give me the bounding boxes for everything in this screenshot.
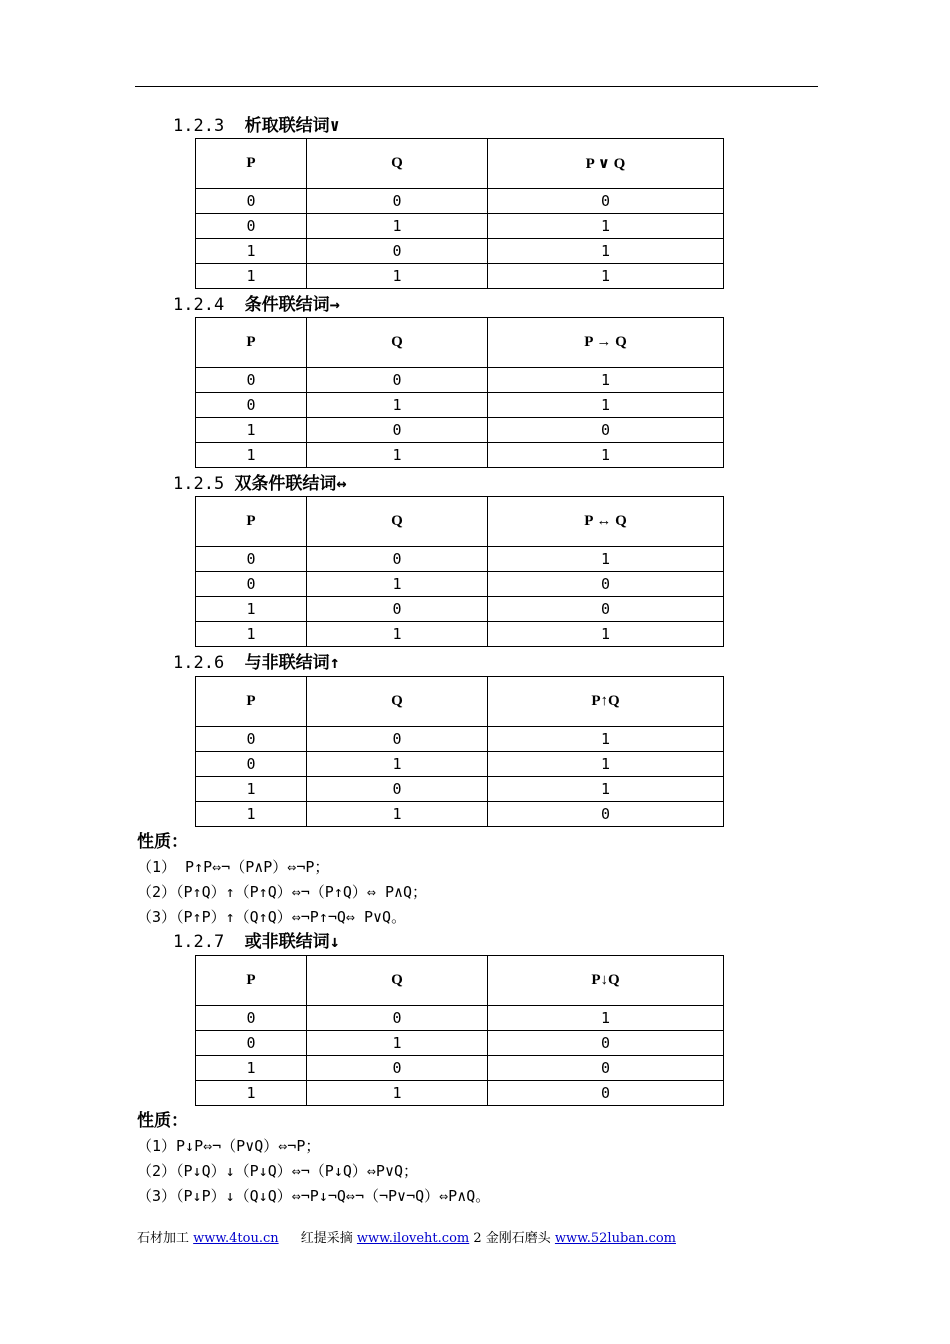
section-heading-1-2-6 [173,652,340,674]
table-cell: 1 [488,264,724,289]
table-cell: 1 [307,572,488,597]
table-cell: 0 [196,189,307,214]
table-row [196,368,724,393]
table-cell: 1 [307,393,488,418]
table-cell: 0 [307,418,488,443]
section-heading-1-2-7 [173,931,340,953]
table-header-row [196,497,724,547]
table-cell: 0 [307,547,488,572]
table-row [196,622,724,647]
property-line: （1）P↓P⇔¬（P∨Q）⇔¬P； [137,1137,321,1155]
table-cell: 0 [307,777,488,802]
table-cell: 1 [488,1006,724,1031]
section-title: 或非联结词↓ [244,932,340,952]
page-footer [137,1230,676,1248]
table-header-row [196,956,724,1006]
property-line: （3）（P↑P）↑（Q↑Q）⇔¬P↑¬Q⇔ P∨Q。 [137,908,407,926]
section-title: 双条件联结词↔ [234,474,347,494]
header-cell: P [196,139,307,189]
header-cell: P↓Q [488,956,724,1006]
table-row [196,189,724,214]
truth-table-conditional [195,317,724,468]
table-cell: 1 [307,802,488,827]
footer-label: 石材加工 [137,1231,190,1246]
header-rule [135,86,818,87]
table-cell: 0 [196,572,307,597]
table-cell: 1 [488,547,724,572]
table-header-row [196,677,724,727]
section-heading-1-2-3 [173,115,340,137]
table-cell: 0 [488,189,724,214]
table-cell: 1 [196,418,307,443]
table-cell: 0 [307,1006,488,1031]
truth-table-disjunction [195,138,724,289]
table-row [196,547,724,572]
table-cell: 0 [196,1006,307,1031]
table-cell: 0 [488,1031,724,1056]
table-cell: 1 [196,777,307,802]
header-cell: Q [307,139,488,189]
footer-label: 2 金刚石磨头 [473,1231,551,1246]
section-title: 析取联结词∨ [244,116,340,136]
table-cell: 0 [307,189,488,214]
table-row [196,1056,724,1081]
table-row [196,1006,724,1031]
header-cell: P [196,677,307,727]
table-cell: 1 [488,214,724,239]
section-number: 1.2.6 [173,653,225,673]
table-cell: 1 [488,622,724,647]
table-cell: 0 [196,393,307,418]
table-cell: 0 [307,727,488,752]
truth-table-biconditional [195,496,724,647]
section-number: 1.2.7 [173,932,225,952]
table-cell: 0 [488,1056,724,1081]
footer-link[interactable]: www.52luban.com [554,1231,676,1246]
table-row [196,239,724,264]
table-cell: 0 [488,418,724,443]
table-cell: 1 [196,622,307,647]
section-heading-1-2-5 [173,473,347,495]
table-cell: 1 [307,752,488,777]
table-cell: 1 [488,368,724,393]
table-row [196,597,724,622]
table-cell: 1 [488,752,724,777]
table-row [196,418,724,443]
table-row [196,777,724,802]
table-cell: 0 [307,368,488,393]
table-cell: 1 [307,1081,488,1106]
table-cell: 1 [488,393,724,418]
table-cell: 0 [307,239,488,264]
header-cell: P [196,318,307,368]
table-cell: 1 [196,1081,307,1106]
table-cell: 1 [307,264,488,289]
table-row [196,802,724,827]
table-cell: 1 [488,727,724,752]
table-cell: 1 [196,443,307,468]
header-cell: Q [307,318,488,368]
property-line: （3）（P↓P）↓（Q↓Q）⇔¬P↓¬Q⇔¬（¬P∨¬Q）⇔P∧Q。 [137,1187,491,1205]
truth-table-nor [195,955,724,1106]
table-cell: 1 [307,622,488,647]
table-cell: 0 [488,597,724,622]
table-cell: 1 [196,597,307,622]
table-cell: 0 [196,727,307,752]
table-cell: 1 [488,777,724,802]
table-cell: 0 [196,368,307,393]
header-cell: P → Q [488,318,724,368]
section-number: 1.2.3 [173,116,225,136]
properties-title: 性质： [137,1111,188,1131]
table-row [196,214,724,239]
table-header-row [196,318,724,368]
footer-link[interactable]: www.iloveht.com [356,1231,470,1246]
table-cell: 1 [196,239,307,264]
table-row [196,572,724,597]
table-cell: 0 [196,752,307,777]
table-cell: 0 [488,802,724,827]
header-cell: Q [307,956,488,1006]
table-row [196,443,724,468]
table-cell: 0 [196,547,307,572]
property-line: （2）（P↑Q）↑（P↑Q）⇔¬（P↑Q）⇔ P∧Q； [137,883,428,901]
table-row [196,264,724,289]
table-cell: 1 [307,214,488,239]
properties-title: 性质： [137,832,188,852]
table-row [196,393,724,418]
header-cell: Q [307,497,488,547]
table-cell: 0 [307,1056,488,1081]
footer-label: 红提采摘 [300,1231,353,1246]
table-cell: 0 [307,597,488,622]
table-cell: 0 [196,214,307,239]
table-row [196,727,724,752]
footer-link[interactable]: www.4tou.cn [193,1231,279,1246]
section-number: 1.2.4 [173,295,225,315]
truth-table-nand [195,676,724,827]
table-row [196,1031,724,1056]
section-title: 条件联结词→ [244,295,340,315]
section-heading-1-2-4 [173,294,340,316]
table-row [196,752,724,777]
table-cell: 1 [196,264,307,289]
table-cell: 1 [196,802,307,827]
table-cell: 0 [196,1031,307,1056]
header-cell: P↑Q [488,677,724,727]
header-cell: P ∨ Q [488,139,724,189]
header-cell: P [196,497,307,547]
table-cell: 0 [488,572,724,597]
section-title: 与非联结词↑ [244,653,340,673]
header-cell: P [196,956,307,1006]
table-cell: 1 [488,239,724,264]
table-cell: 1 [307,1031,488,1056]
table-cell: 1 [196,1056,307,1081]
header-cell: Q [307,677,488,727]
table-cell: 1 [488,443,724,468]
property-line: （1） P↑P⇔¬（P∧P）⇔¬P； [137,858,330,876]
table-cell: 1 [307,443,488,468]
section-number: 1.2.5 [173,474,225,494]
table-cell: 0 [488,1081,724,1106]
table-header-row [196,139,724,189]
table-row [196,1081,724,1106]
property-line: （2）（P↓Q）↓（P↓Q）⇔¬（P↓Q）⇔P∨Q； [137,1162,419,1180]
header-cell: P ↔ Q [488,497,724,547]
